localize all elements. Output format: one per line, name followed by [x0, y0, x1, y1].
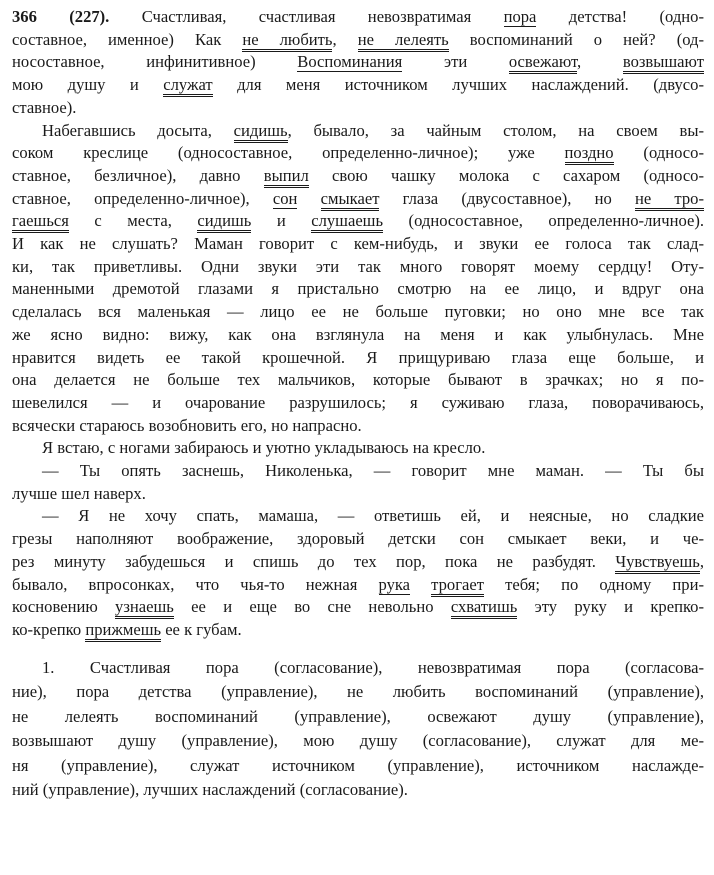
text-line: Набегавшись досыта, сидишь, бывало, за чайным столом, на своем вы- [12, 120, 704, 143]
text-line: шевелился — и очарование разрушилось; я суживаю глаза, поворачиваюсь, [12, 392, 704, 412]
text-line: мою душу и служат для меня источником лучших наслаждений. (двусо- [12, 74, 704, 97]
predicate-underline: сидишь [197, 211, 251, 233]
subject-underline: сон [272, 188, 298, 208]
predicate-underline: освежают [509, 52, 577, 74]
text-line: сделалась вся маленькая — лицо ее не больше пуговки; но оно мне все так [12, 302, 704, 322]
text-line: грезы наполняют воображение, здоровый детски сон смыкает веки, и че- [12, 529, 704, 549]
text-line: рез минуту забудешься и спишь до тех пор, пока не разбудят. Чувствуешь, [12, 551, 704, 574]
text-line: всячески стараюсь возобновить его, но напрасно. [12, 415, 362, 435]
predicate-underline: поздно [565, 143, 614, 165]
subject-underline: Воспоминания [297, 52, 403, 72]
predicate-underline: не тро- [635, 189, 704, 211]
text-line: — Я не хочу спать, мамаша, — ответишь ей, и неясные, но сладкие [42, 506, 704, 526]
predicate-underline: не любить [242, 30, 332, 52]
text-line: косновению узнаешь ее и еще во сне невольно схватишь эту руку и крепко- [12, 596, 704, 619]
predicate-underline: Чувствуешь [615, 552, 700, 574]
text-line: же ясно видно: вижу, как она взглянула на меня и как улыбнулась. Мне [12, 324, 704, 344]
exercise-number: 366 (227). [12, 7, 110, 26]
text-line: 366 (227). Счастливая, счастливая невозвратимая пора детства! (одно- [12, 7, 704, 26]
predicate-underline: слушаешь [311, 211, 383, 233]
text-line: ставное, безличное), давно выпил свою чашку молока с сахаром (односо- [12, 165, 704, 188]
predicate-underline: служат [163, 75, 212, 97]
subject-underline: пора [503, 7, 537, 26]
text-line: лучше шел наверх. [12, 483, 146, 503]
predicate-underline: прижмешь [85, 620, 161, 642]
phrase-analysis [12, 656, 704, 803]
predicate-underline: сидишь [234, 121, 288, 143]
text-line: — Ты опять заснешь, Николенька, — говорит мне маман. — Ты бы [42, 461, 704, 481]
text-line: ставное). [12, 97, 77, 117]
text-line: маненными дремотой глазами я пристально смотрю на ее лицо, и вдруг она [12, 279, 704, 299]
text-line: ки, так приветливы. Одни звуки эти так много говорят моему сердцу! Оту- [12, 256, 704, 276]
text-line: И как не слушать? Маман говорит с кем-нибудь, и звуки ее голоса так слад- [12, 234, 704, 254]
spacer [12, 642, 704, 656]
predicate-underline: выпил [264, 166, 309, 188]
text-line: гаешься с места, сидишь и слушаешь (односоставное, определенно-личное). [12, 210, 704, 233]
predicate-underline: смыкает [321, 189, 380, 211]
text-line: она делается не больше тех мальчиков, которые бывают в зрачках; но я по- [12, 370, 704, 390]
text-line: ставное, определенно-личное), сон смыкает глаза (двусоставное), но не тро- [12, 188, 704, 211]
analysis-line: ний (управление), лучших наслаждений (согласование). [12, 780, 408, 800]
predicate-underline: гаешься [12, 211, 69, 233]
analysis-line: 1. Счастливая пора (согласование), невозвратимая пора (согласова- [42, 657, 704, 677]
predicate-underline: не лелеять [358, 30, 449, 52]
text-line: нравится видеть ее такой крошечной. Я прищуриваю глаза еще больше, и [12, 347, 704, 367]
analysis-line: возвышают душу (управление), мою душу (согласование), служат для ме- [12, 731, 704, 751]
predicate-underline: трогает [431, 575, 484, 597]
subject-underline: рука [378, 574, 411, 594]
predicate-underline: узнаешь [115, 597, 174, 619]
text-line: ко-крепко прижмешь ее к губам. [12, 619, 704, 642]
text-line: Я встаю, с ногами забираюсь и уютно укладываюсь на кресло. [42, 438, 486, 458]
text-line: соком креслице (односоставное, определенно-личное); уже поздно (односо- [12, 142, 704, 165]
exercise-text [12, 6, 704, 642]
text-line: носоставное, инфинитивное) Воспоминания эти освежают, возвышают [12, 51, 704, 74]
text-line: бывало, впросонках, что чья-то нежная рука трогает тебя; по одному при- [12, 574, 704, 597]
predicate-underline: возвышают [623, 52, 704, 74]
analysis-line: ние), пора детства (управление), не любить воспоминаний (управление), [12, 682, 704, 702]
text-line: составное, именное) Как не любить, не лелеять воспоминаний о ней? (од- [12, 29, 704, 52]
predicate-underline: схватишь [451, 597, 517, 619]
analysis-line: ня (управление), служат источником (управление), источником наслажде- [12, 755, 704, 775]
analysis-line: не лелеять воспоминаний (управление), освежают душу (управление), [12, 706, 704, 726]
